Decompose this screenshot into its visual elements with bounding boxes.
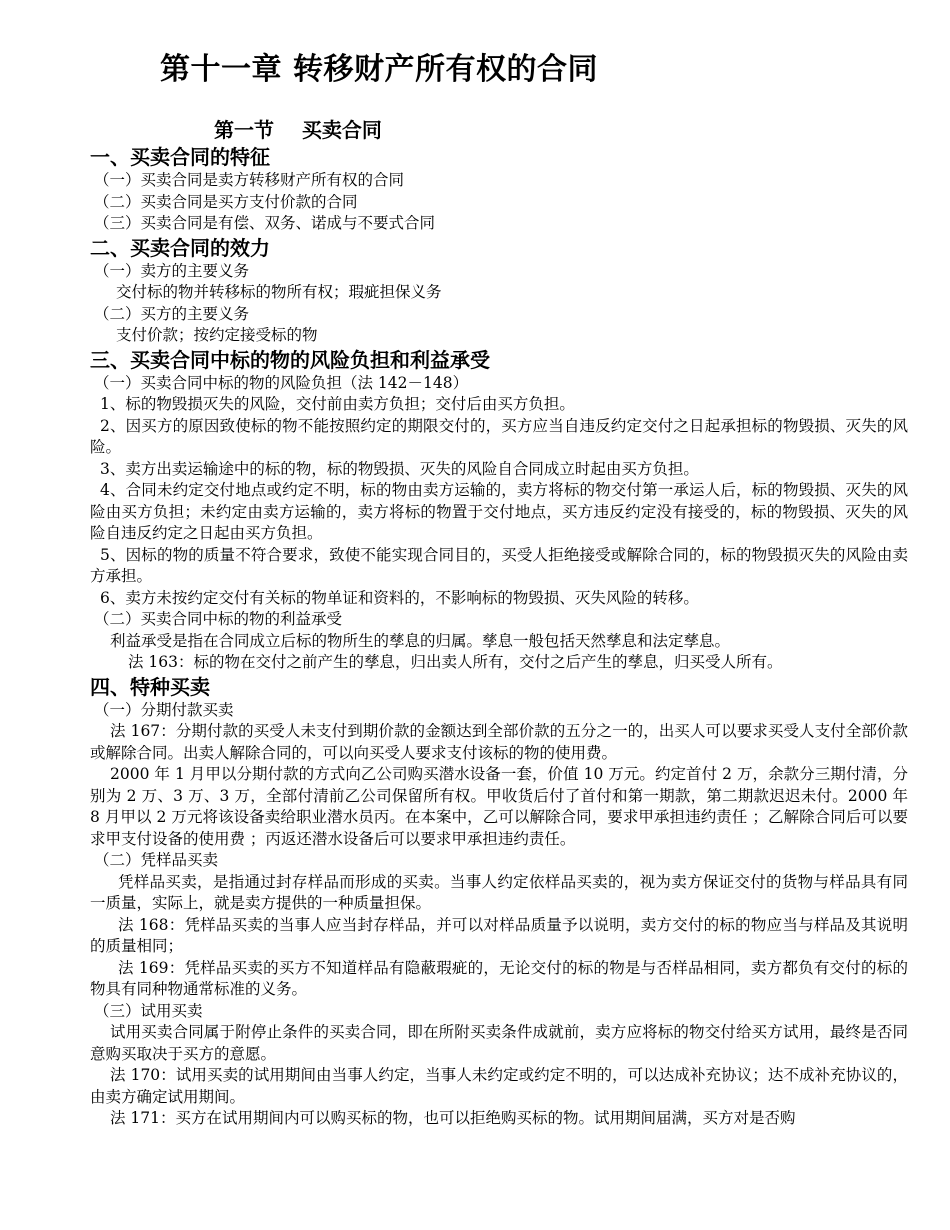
paragraph: 交付标的物并转移标的物所有权；瑕疵担保义务 [116, 283, 442, 301]
paragraph: （二）买卖合同中标的物的利益承受 [94, 610, 343, 628]
paragraph: （三）试用买卖 [94, 1001, 203, 1020]
paragraph: （二）买卖合同是买方支付价款的合同 [94, 192, 358, 211]
section-heading: 一、买卖合同的特征 [90, 145, 270, 169]
paragraph: 1、标的物毁损灭失的风险，交付前由卖方负担；交付后由买方负担。 [100, 395, 575, 413]
paragraph: （二）买方的主要义务 [94, 304, 250, 323]
paragraph: 试用买卖合同属于附停止条件的买卖合同，即在所附买卖条件成就前，卖方应将标的物交付给买方试用，最终是否同意购买取决于买方的意愿。 [90, 1023, 908, 1063]
paragraph: 法 168：凭样品买卖的当事人应当封存样品，并可以对样品质量予以说明，卖方交付的标的物应当与样品及其说明的质量相同； [90, 915, 908, 955]
paragraph: （三）买卖合同是有偿、双务、诺成与不要式合同 [94, 214, 436, 232]
section-heading: 三、买卖合同中标的物的风险负担和利益承受 [90, 347, 490, 372]
paragraph: 法 171：买方在试用期间内可以购买标的物，也可以拒绝购买标的物。试用期间届满，买方对是否购 [110, 1109, 796, 1127]
paragraph: 法 169：凭样品买卖的买方不知道样品有隐蔽瑕疵的，无论交付的标的物是与否样品相同，卖方都负有交付的标的物具有同种物通常标准的义务。 [90, 958, 908, 998]
paragraph: 4、合同未约定交付地点或约定不明，标的物由卖方运输的，卖方将标的物交付第一承运人后，标的物毁损、灭失的风险由买方负担；未约定由卖方运输的，卖方将标的物置于交付地点，买方违反约定没有接受的，标的物毁损、灭失的风险自违反约定之日起由买方负担。 [90, 481, 908, 542]
section-title: 第一节 买卖合同 [214, 118, 382, 142]
paragraph: 法 170：试用买卖的试用期间由当事人约定，当事人未约定或约定不明的，可以达成补充协议；达不成补充协议的，由卖方确定试用期间。 [90, 1066, 908, 1106]
paragraph: 支付价款；按约定接受标的物 [116, 326, 318, 344]
paragraph: （一）买卖合同是卖方转移财产所有权的合同 [94, 171, 405, 189]
section-heading: 四、特种买卖 [90, 674, 210, 699]
paragraph: 2000 年 1 月甲以分期付款的方式向乙公司购买潜水设备一套，价值 10 万元。约定首付 2 万，余款分三期付清，分别为 2 万、3 万、3 万，全部付清前乙公司保留所有权。甲收货后付了首付和第一期款，第二期款迟迟未付。2000 年 8 月甲以 2 万元将该设备卖给职业潜水员丙。在本案中，乙可以解除合同，要求甲承担违约责任 ；乙解除合同后可以要求甲支付设备的使用费 ；丙返还潜水设备后可以要求甲承担违约责任。 [90, 765, 908, 848]
document-body [90, 144, 908, 1130]
chapter-title: 第十一章 转移财产所有权的合同 [160, 52, 598, 87]
paragraph: 凭样品买卖，是指通过封存样品而形成的买卖。当事人约定依样品买卖的，视为卖方保证交付的货物与样品具有同一质量，实际上，就是卖方提供的一种质量担保。 [90, 872, 908, 912]
paragraph: 3、卖方出卖运输途中的标的物，标的物毁损、灭失的风险自合同成立时起由买方负担。 [100, 459, 699, 478]
paragraph: 6、卖方未按约定交付有关标的物单证和资料的，不影响标的物毁损、灭失风险的转移。 [100, 588, 699, 607]
paragraph: （二）凭样品买卖 [94, 851, 219, 869]
paragraph: 法 163：标的物在交付之前产生的孳息，归出卖人所有，交付之后产生的孳息，归买受人所有。 [128, 653, 783, 671]
paragraph: （一）买卖合同中标的物的风险负担（法 142－148） [94, 373, 469, 392]
paragraph: 利益承受是指在合同成立后标的物所生的孳息的归属。孳息一般包括天然孳息和法定孳息。 [110, 631, 731, 650]
paragraph: （一）卖方的主要义务 [94, 261, 250, 280]
paragraph: 5、因标的物的质量不符合要求，致使不能实现合同目的，买受人拒绝接受或解除合同的，标的物毁损灭失的风险由卖方承担。 [90, 545, 908, 585]
paragraph: 法 167：分期付款的买受人未支付到期价款的金额达到全部价款的五分之一的，出买人可以要求买受人支付全部价款或解除合同。出卖人解除合同的，可以向买受人要求支付该标的物的使用费。 [90, 722, 908, 762]
paragraph: （一）分期付款买卖 [94, 700, 234, 719]
section-heading: 二、买卖合同的效力 [90, 235, 270, 260]
paragraph: 2、因买方的原因致使标的物不能按照约定的期限交付的，买方应当自违反约定交付之日起承担标的物毁损、灭失的风险。 [90, 416, 908, 456]
